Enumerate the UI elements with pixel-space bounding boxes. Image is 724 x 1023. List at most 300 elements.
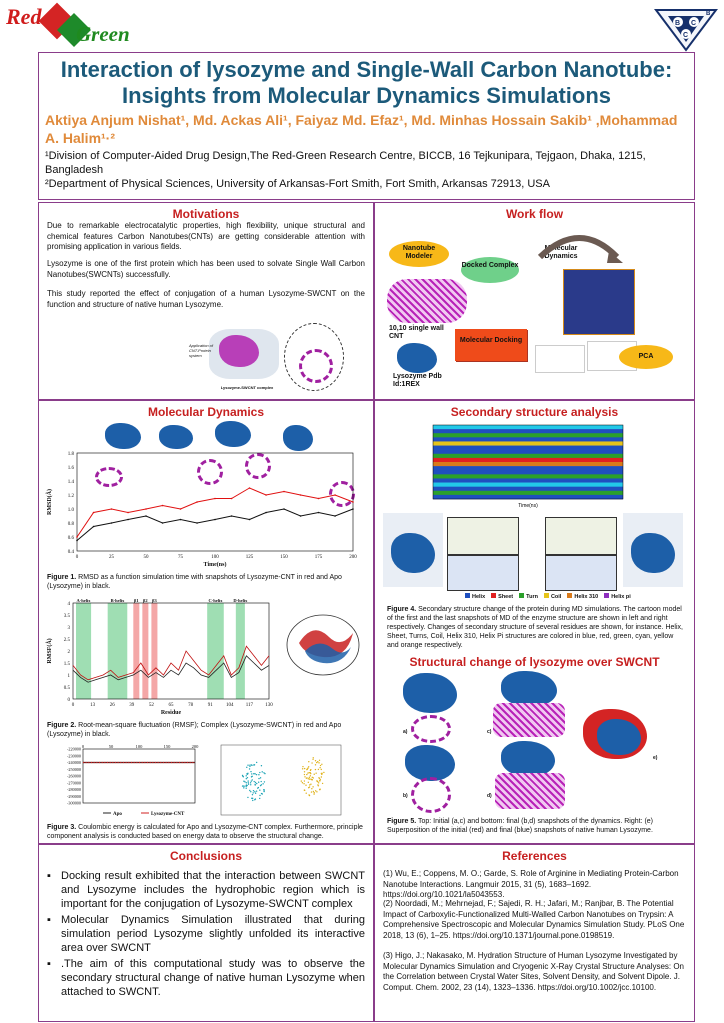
- rmsf-region: [76, 603, 91, 699]
- pca-point: [246, 778, 247, 779]
- pca-point: [315, 769, 316, 770]
- rmsd-point: [231, 498, 233, 500]
- conclusions-panel: [38, 844, 374, 1022]
- pca-point: [309, 784, 310, 785]
- pca-point: [262, 793, 263, 794]
- label-d: d): [487, 793, 492, 799]
- rmsf-x-tick: 130: [265, 703, 273, 708]
- dssp-band: [433, 441, 623, 445]
- rmsf-x-tick: 117: [245, 703, 254, 708]
- references-title: References: [502, 849, 567, 863]
- rmsd-x-tick: 50: [143, 555, 149, 560]
- rmsd-point: [180, 519, 182, 521]
- dssp-band: [433, 495, 623, 499]
- rmsf-x-label: Residue: [160, 710, 182, 716]
- logo-letter: C: [683, 32, 689, 39]
- pca-point: [309, 777, 310, 778]
- pca-point: [308, 761, 309, 762]
- rmsf-region-label: A-helix: [76, 598, 91, 603]
- rmsd-point: [214, 498, 216, 500]
- label-a: a): [403, 729, 408, 735]
- zoom-inset-1: [447, 517, 519, 555]
- cnt-model-image: [387, 279, 467, 323]
- pca-point: [250, 782, 251, 783]
- pca-point: [309, 786, 310, 787]
- rmsf-chart: [43, 595, 369, 719]
- author-list: Aktiya Anjum Nishat¹, Md. Ackas Ali¹, Faiyaz Md. Efaz¹, Md. Minhas Hossain Sakib¹ ,Mohammad A. Halim¹·²: [45, 112, 678, 146]
- rmsf-region: [207, 603, 224, 699]
- pca-point: [257, 787, 258, 788]
- pca-point: [312, 759, 313, 760]
- dssp-band: [433, 433, 623, 437]
- pca-point: [252, 794, 253, 795]
- pca-point: [249, 790, 250, 791]
- rmsd-y-tick: 0.4: [67, 550, 74, 555]
- fig1-caption: [47, 573, 365, 591]
- docked-complex-node: Docked Complex: [461, 257, 519, 283]
- pca-point: [249, 766, 250, 767]
- poster-header: [38, 52, 695, 200]
- pca-point: [255, 798, 256, 799]
- energy-x-tick: 0: [81, 744, 85, 749]
- pca-point: [308, 766, 309, 767]
- pca-point: [258, 774, 259, 775]
- pca-point: [304, 768, 305, 769]
- affiliation-1: ¹Division of Computer-Aided Drug Design,The Red-Green Research Centre, BICCB, 16 Tejkunipara, Tejgaon, Dhaka, 1215, Bangladesh: [45, 150, 646, 176]
- rmsd-y-tick: 1.6: [67, 466, 74, 471]
- rmsd-point: [334, 494, 336, 496]
- rmsf-y-tick: 3.5: [63, 614, 70, 619]
- rmsd-point: [231, 515, 233, 517]
- complex-label: Lysozyme-SWCNT complex: [220, 385, 274, 390]
- snapshot-3: [215, 421, 251, 447]
- pca-point: [319, 789, 320, 790]
- ss-legend-item: [604, 594, 631, 600]
- ss-legend-label: Coil: [550, 594, 562, 600]
- structural-figure: [383, 669, 683, 815]
- pca-point: [313, 757, 314, 758]
- rmsd-point: [162, 522, 164, 524]
- ss-legend-item: [519, 594, 538, 600]
- dssp-band: [433, 458, 623, 462]
- pca-point: [303, 783, 304, 784]
- conclusion-item: ▪ Docking result exhibited that the interaction between SWCNT and Lysozyme includes the hydrophobic region which is important for the conjugation of Lysozyme-SWCNT complex: [47, 869, 365, 911]
- pca-point: [256, 790, 257, 791]
- conclusions-title: Conclusions: [169, 849, 242, 863]
- pca-point: [260, 785, 261, 786]
- pca-point: [256, 762, 257, 763]
- pca-point: [313, 792, 314, 793]
- ss-legend-label: Helix pi: [611, 594, 631, 600]
- fig4-caption: [387, 605, 683, 650]
- ss-legend-swatch: [491, 593, 496, 598]
- energy-y-tick: -220000: [67, 746, 81, 752]
- motivation-p2: Lysozyme is one of the first protein which has been used to solvate Single Wall Carbon Nanotubes(SWCNTs) successfully.: [47, 259, 365, 279]
- pca-point: [316, 791, 317, 792]
- ss-legend: [465, 593, 665, 603]
- rmsd-point: [93, 512, 95, 514]
- rmsd-point: [162, 505, 164, 507]
- motivation-p1: Due to remarkable electrocatalytic properties, high flexibility, unique structural and chemical features Carbon Nanotubes(CNTs) are getting considerable attention with promising application in various fields.: [47, 221, 365, 251]
- rmsd-point: [318, 512, 320, 514]
- ss-legend-swatch: [567, 593, 572, 598]
- pca-point: [250, 784, 251, 785]
- pca-point: [318, 762, 319, 763]
- pca-point: [253, 781, 254, 782]
- pca-point: [253, 764, 254, 765]
- rmsf-x-tick: 26: [109, 703, 115, 708]
- rmsf-x-tick: 78: [188, 703, 194, 708]
- pca-point: [264, 781, 265, 782]
- rmsd-point: [265, 512, 267, 514]
- rmsd-point: [283, 508, 285, 510]
- protein-cartoon: [219, 335, 259, 367]
- pca-point: [247, 780, 248, 781]
- pca-point: [321, 773, 322, 774]
- nanotube-icon: [299, 349, 333, 383]
- fig5-caption-text: Top: Initial (a,c) and bottom: final (b,d) snapshots of the dynamics. Right: (e) Superposition of the initial (red) and final (blue) snapshots of native human Lysozyme.: [387, 818, 654, 834]
- pca-point: [319, 760, 320, 761]
- ss-legend-swatch: [544, 593, 549, 598]
- conclusion-item: ▪ .The aim of this computational study was to observe the secondary structural change of native human Lysozyme when attached to SWCNT.: [47, 957, 365, 999]
- rmsf-x-tick: 13: [90, 703, 96, 708]
- energy-y-tick: -300000: [67, 800, 81, 806]
- snapshot-b: [405, 745, 455, 781]
- pca-point: [254, 784, 255, 785]
- workflow-title: Work flow: [505, 207, 564, 221]
- rmsd-point: [265, 494, 267, 496]
- rmsf-region: [133, 603, 139, 699]
- pca-point: [311, 762, 312, 763]
- pca-point: [310, 773, 311, 774]
- pca-point: [246, 767, 247, 768]
- rmsd-point: [318, 498, 320, 500]
- energy-y-tick: -250000: [67, 766, 81, 772]
- rmsf-region: [151, 603, 157, 699]
- fig4-caption-num: Figure 4.: [387, 606, 417, 613]
- rmsd-point: [300, 515, 302, 517]
- rmsd-plot-frame: [77, 453, 353, 551]
- workflow-arrow-icon: [535, 227, 625, 267]
- pca-point: [259, 772, 260, 773]
- pca-point: [308, 782, 309, 783]
- rmsf-region-label: β3: [152, 598, 157, 603]
- dssp-band: [433, 450, 623, 454]
- pca-point: [316, 780, 317, 781]
- logo-letter: C: [691, 20, 697, 27]
- pca-point: [308, 778, 309, 779]
- molecular-docking-node: Molecular Docking: [455, 329, 527, 361]
- pca-point: [319, 780, 320, 781]
- pca-point: [315, 760, 316, 761]
- coulombic-energy-chart: [43, 743, 203, 821]
- energy-x-tick: 100: [135, 744, 143, 749]
- rmsf-y-tick: 4: [67, 602, 70, 607]
- pca-point: [263, 772, 264, 773]
- pca-point: [309, 795, 310, 796]
- rmsd-x-tick: 0: [75, 555, 79, 560]
- pca-point: [242, 775, 243, 776]
- rmsd-x-tick: 25: [109, 555, 114, 560]
- energy-y-tick: -260000: [67, 773, 81, 779]
- rmsf-region: [236, 603, 245, 699]
- rmsf-y-tick: 2: [67, 650, 70, 655]
- ss-legend-label: Helix: [472, 594, 486, 600]
- dssp-band: [433, 491, 623, 495]
- rmsd-point: [249, 519, 251, 521]
- label-b: b): [403, 793, 408, 799]
- dssp-timeline-chart: [419, 423, 631, 513]
- pca-point: [252, 798, 253, 799]
- pca-point: [314, 774, 315, 775]
- pca-point: [315, 764, 316, 765]
- pca-point: [302, 782, 303, 783]
- label-e: e): [653, 755, 658, 761]
- cnt-applications-diagram: [99, 319, 349, 397]
- rmsf-region-label: C-helix: [208, 598, 223, 603]
- label-c: c): [487, 729, 492, 735]
- fig3-caption: [47, 823, 365, 841]
- pca-point: [318, 769, 319, 770]
- energy-x-tick: 150: [163, 744, 171, 749]
- rmsd-point: [283, 491, 285, 493]
- references-panel: [374, 844, 695, 1022]
- pca-point: [318, 782, 319, 783]
- rmsd-point: [180, 508, 182, 510]
- rmsd-point: [352, 508, 354, 510]
- pca-point: [246, 782, 247, 783]
- dssp-band: [433, 483, 623, 487]
- pca-frame: [221, 745, 341, 815]
- logo-word-red: Red: [6, 4, 42, 29]
- pca-point: [259, 795, 260, 796]
- snapshot-a: [403, 673, 457, 713]
- cnt-c: [493, 703, 565, 737]
- rmsd-point: [300, 494, 302, 496]
- pca-point: [313, 791, 314, 792]
- affiliation-2: ²Department of Physical Sciences, University of Arkansas-Fort Smith, Fort Smith, Arkansas 72913, USA: [45, 178, 550, 190]
- pca-point: [260, 781, 261, 782]
- fig3-caption-num: Figure 3.: [47, 824, 77, 831]
- molecular-dynamics-node: Molecular Dynamics: [544, 245, 578, 260]
- rmsd-point: [76, 536, 78, 538]
- rmsd-point: [76, 540, 78, 542]
- rmsd-y-tick: 1.2: [67, 494, 74, 499]
- fig2-caption-num: Figure 2.: [47, 722, 77, 729]
- rmsf-region: [142, 603, 148, 699]
- snapshot-2: [159, 425, 193, 449]
- pca-point: [252, 779, 253, 780]
- rmsf-x-tick: 52: [148, 703, 154, 708]
- pca-point: [246, 788, 247, 789]
- dssp-band: [433, 425, 623, 429]
- rmsd-x-tick: 200: [349, 555, 357, 560]
- zoom-inset-4: [545, 555, 617, 591]
- application-label: Application of CNT-Protein system: [189, 343, 214, 358]
- pca-point: [254, 773, 255, 774]
- rmsd-point: [214, 519, 216, 521]
- rmsd-point: [352, 501, 354, 503]
- pca-point: [304, 771, 305, 772]
- pca-point: [302, 768, 303, 769]
- cnt-d: [495, 773, 565, 809]
- rmsd-point: [127, 512, 129, 514]
- pca-point: [260, 777, 261, 778]
- rmsd-series-complex: [77, 488, 353, 537]
- rmsd-x-tick: 100: [211, 555, 219, 560]
- rmsf-x-tick: 0: [71, 703, 75, 708]
- zoom-inset-3: [545, 517, 617, 555]
- pca-point: [251, 776, 252, 777]
- pca-point: [251, 780, 252, 781]
- nanotube-modeler-node: Nanotube Modeler: [389, 241, 449, 267]
- pca-point: [302, 766, 303, 767]
- fig2-caption: [47, 721, 365, 739]
- pca-point: [323, 772, 324, 773]
- superposition-blue: [597, 719, 641, 755]
- rmsf-x-tick: 91: [207, 703, 213, 708]
- rmsf-region-label: β2: [143, 598, 148, 603]
- rmsd-point: [249, 487, 251, 489]
- pca-point: [317, 784, 318, 785]
- rmsd-point: [111, 522, 113, 524]
- lysozyme-label: Lysozyme Pdb Id:1REX: [393, 373, 442, 388]
- pca-point: [321, 776, 322, 777]
- dssp-band: [433, 429, 623, 433]
- md-panel: [38, 400, 374, 844]
- fig1-caption-text: RMSD as a function simulation time with snapshots of Lysozyme-CNT in red and Apo (Lysozyme) in black.: [47, 574, 342, 590]
- rmsd-series-apo: [77, 509, 353, 541]
- motivation-p3: This study reported the effect of conjugation of a human Lysozyme-SWCNT on the function and structure of native human Lysozyme.: [47, 289, 365, 309]
- pca-point: [247, 777, 248, 778]
- dssp-band: [433, 487, 623, 491]
- pca-point: [252, 800, 253, 801]
- rmsd-y-tick: 0.6: [67, 536, 74, 541]
- pca-point: [313, 777, 314, 778]
- rmsf-y-tick: 0.5: [63, 686, 70, 691]
- pca-point: [318, 777, 319, 778]
- dssp-x-label: Time(ns): [518, 503, 538, 509]
- fig5-caption-num: Figure 5.: [387, 818, 417, 825]
- fig2-caption-text: Root-mean-square fluctuation (RMSF); Complex (Lysozyme-SWCNT) in red and Apo (Lysozyme) in black.: [47, 722, 342, 738]
- ss-legend-item: [567, 594, 598, 600]
- structural-title: Structural change of lysozyme over SWCNT: [409, 655, 660, 669]
- energy-y-tick: -290000: [67, 793, 81, 799]
- md-title: Molecular Dynamics: [147, 405, 265, 419]
- pca-point: [310, 784, 311, 785]
- dssp-band: [433, 454, 623, 458]
- pca-point: [263, 789, 264, 790]
- dssp-band: [433, 466, 623, 470]
- conclusion-item: ▪ Molecular Dynamics Simulation illustrated that during simulation period Lysozyme slightly unfolded its interactive area over SWCNT: [47, 913, 365, 955]
- rmsf-y-label: RMSF(Å): [47, 638, 53, 664]
- ss-legend-item: [491, 594, 513, 600]
- energy-plot-frame: [83, 749, 195, 803]
- pca-point: [311, 788, 312, 789]
- ss-legend-swatch: [604, 593, 609, 598]
- pca-point: [252, 792, 253, 793]
- zoom-inset-2: [447, 555, 519, 591]
- pca-point: [311, 779, 312, 780]
- ss-panel: [374, 400, 695, 844]
- pca-point: [263, 791, 264, 792]
- pca-point: [320, 765, 321, 766]
- rmsf-region-label: B-helix: [110, 598, 125, 603]
- pca-point: [243, 781, 244, 782]
- rmsf-x-tick: 65: [168, 703, 174, 708]
- rmsd-point: [334, 515, 336, 517]
- rmsf-x-tick: 104: [226, 703, 234, 708]
- pca-point: [254, 791, 255, 792]
- pca-point: [311, 791, 312, 792]
- lysozyme-cartoon: [397, 343, 437, 373]
- ss-legend-label: Helix 310: [574, 594, 599, 600]
- ss-title: Secondary structure analysis: [450, 405, 619, 419]
- rmsd-point: [111, 508, 113, 510]
- fig3-caption-text: Coulombic energy is calculated for Apo and Lysozyme-CNT complex. Furthermore, principle component analysis is conducted based on energy data to observe the structural change.: [47, 824, 363, 840]
- pca-point: [251, 773, 252, 774]
- pca-point: [306, 774, 307, 775]
- pca-point: [304, 780, 305, 781]
- ss-cartoon-panel: [383, 513, 683, 591]
- pca-point: [243, 787, 244, 788]
- pca-point: [305, 785, 306, 786]
- pca-point: [246, 773, 247, 774]
- rmsd-point: [93, 526, 95, 528]
- pca-point: [259, 789, 260, 790]
- pca-point: [322, 783, 323, 784]
- pca-point: [307, 767, 308, 768]
- rmsd-thumbnail: [535, 345, 585, 373]
- rmsd-point: [145, 508, 147, 510]
- pca-point: [310, 775, 311, 776]
- energy-x-tick: 50: [108, 744, 114, 749]
- rmsd-point: [196, 501, 198, 503]
- pca-point: [321, 769, 322, 770]
- rmsd-y-label: RMSD(Å): [47, 489, 53, 515]
- md-box-image: [563, 269, 635, 335]
- rmsd-point: [145, 515, 147, 517]
- pca-point: [250, 791, 251, 792]
- logo-letter: B: [706, 11, 711, 17]
- first-cartoon: [391, 533, 435, 573]
- workflow-panel: [374, 202, 695, 400]
- ss-legend-swatch: [465, 593, 470, 598]
- pca-point: [312, 786, 313, 787]
- energy-y-tick: -230000: [67, 753, 81, 759]
- pca-point: [253, 790, 254, 791]
- ss-legend-swatch: [519, 593, 524, 598]
- pca-point: [258, 782, 259, 783]
- pca-point: [256, 774, 257, 775]
- rmsd-point: [196, 522, 198, 524]
- logo-letter: B: [675, 20, 681, 27]
- logo-word-green: Green: [76, 22, 130, 46]
- rmsd-y-tick: 1.8: [67, 452, 74, 457]
- pca-point: [304, 776, 305, 777]
- pca-point: [262, 783, 263, 784]
- rmsd-x-tick: 175: [314, 555, 323, 560]
- rmsd-y-tick: 0.8: [67, 522, 74, 527]
- pca-point: [246, 785, 247, 786]
- motivations-panel: [38, 202, 374, 400]
- biccb-logo: [654, 6, 718, 52]
- pca-point: [249, 768, 250, 769]
- rmsd-x-label: Time(ns): [203, 562, 227, 568]
- pca-point: [309, 778, 310, 779]
- cnt-b: [411, 777, 451, 813]
- snapshot-1: [105, 423, 141, 449]
